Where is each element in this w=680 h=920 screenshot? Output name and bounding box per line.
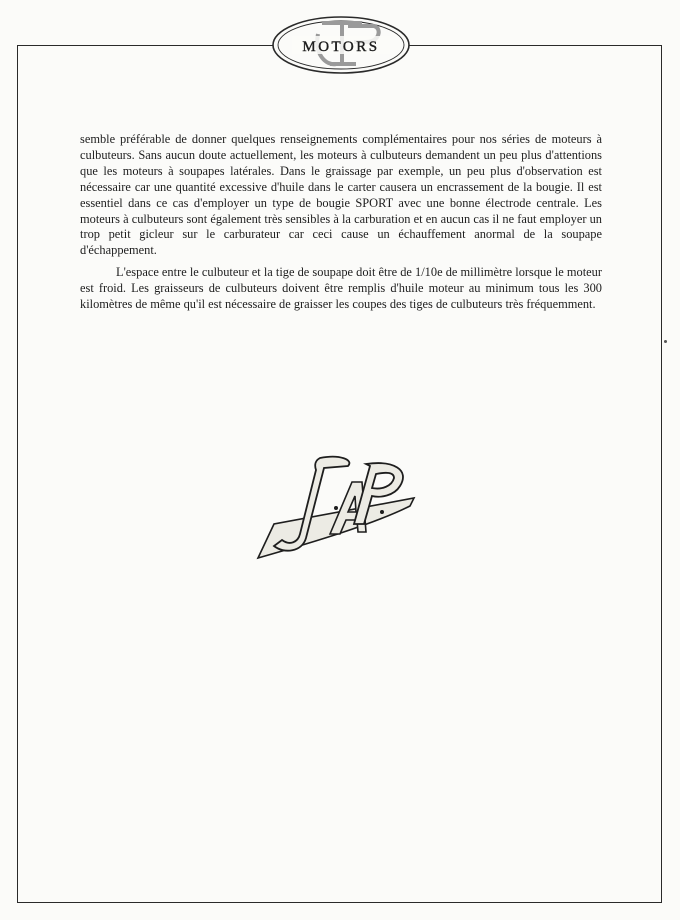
header-logo-text: MOTORS [302,39,380,55]
paragraph-1: semble préférable de donner quelques renseignements complémentaires pour nos séries de moteurs à culbuteurs. Sans aucun doute actuellement, les moteurs à culbuteurs demandent un peu plus d'attentions que les moteurs à soupapes latérales. Dans le graissage par exemple, un peu plus d'observation est nécessaire car une quantité excessive d'huile dans le carter causera un encrassement de la bougie. Il est essentiel dans ce cas d'employer un type de bougie SPORT avec une bonne électrode centrale. Les moteurs à culbuteurs sont également très sensibles à la carburation et en aucun cas il ne faut employer un trop petit gicleur sur le carburateur car ceci cause un échauffement anormal de la soupape d'échappement. [80,132,602,258]
emblem-text: JAP [338,560,340,561]
jap-motors-header-logo [270,14,412,76]
page-speck [664,340,667,343]
paragraph-2: L'espace entre le culbuteur et la tige de soupape doit être de 1/10e de millimètre lorsque le moteur est froid. Les graisseurs de culbuteurs doivent être remplis d'huile moteur au minimum tous les 300 kilomètres de même qu'il est nécessaire de graisser les coupes des tiges de culbuteurs très fréquemment. [80,265,602,312]
body-text [80,132,602,319]
jap-emblem-logo [254,454,424,562]
